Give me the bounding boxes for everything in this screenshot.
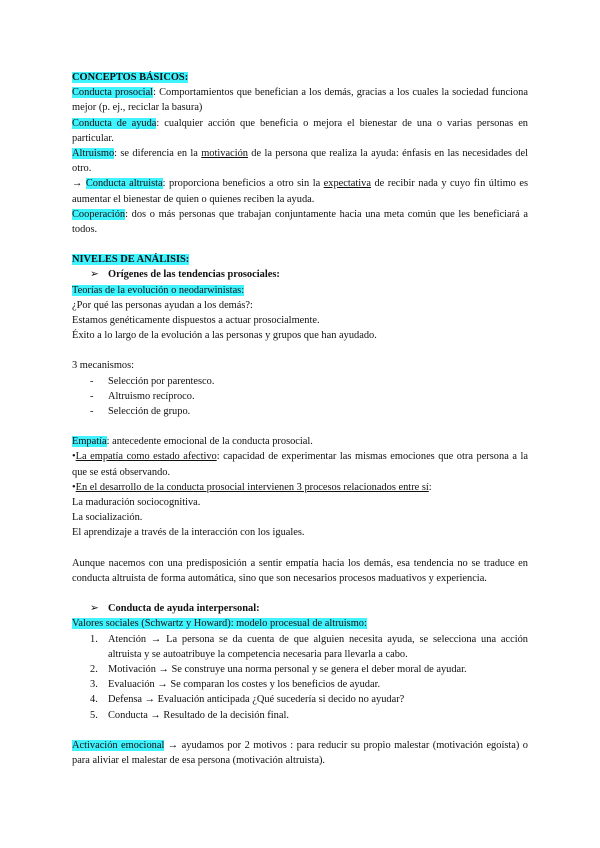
list-item: - Selección por parentesco.: [90, 374, 528, 389]
term-altruista: Conducta altruista: [85, 178, 163, 190]
arrowhead-bullet-icon: ➢: [90, 603, 99, 615]
proceso-item: La maduración sociocognitiva.: [72, 497, 201, 509]
term-ayuda: Conducta de ayuda: [72, 117, 157, 129]
list-item: 4. Defensa → Evaluación anticipada ¿Qué sucedería si decido no ayudar?: [90, 694, 405, 706]
list-item: - Altruismo recíproco.: [90, 389, 528, 404]
aunque-paragraph: Aunque nacemos con una predisposición a sentir empatía hacia los demás, esa tendencia no se traduce en conducta altruista de forma automática, sino que son necesarios procesos maduativos y experiencia.: [72, 557, 528, 584]
pasos-list: [72, 632, 528, 723]
list-item: - Selección de grupo.: [90, 404, 528, 419]
document-body: [72, 70, 528, 768]
definition-activacion: Activación emocional → ayudamos por 2 motivos : para reducir su propio malestar (motivación egoísta) o para aliviar el malestar de esa persona (motivación altruista).: [72, 739, 529, 766]
definition-ayuda: Conducta de ayuda: cualquier acción que beneficia o mejora el bienestar de una o varias personas en particular.: [72, 117, 528, 144]
term-activacion: Activación emocional: [72, 739, 165, 751]
definition-altruismo: Altruismo: se diferencia en la motivación de la persona que realiza la ayuda: énfasis en las necesidades del otro.: [72, 148, 529, 175]
proceso-item: El aprendizaje a través de la interacción con los iguales.: [72, 527, 305, 539]
mecanismos-title: 3 mecanismos:: [72, 360, 135, 372]
exito-text: Éxito a lo largo de la evolución a las personas y grupos que han ayudado.: [72, 330, 377, 342]
arrow-icon: →: [72, 178, 86, 190]
list-item: 1. Atención → La persona se da cuenta de que alguien necesita ayuda, se selecciona una acción altruista y se autoatribuye la competencia necesaria para llevarla a cabo.: [90, 633, 528, 660]
list-item: 5. Conducta → Resultado de la decisión final.: [90, 709, 289, 721]
proceso-item: La socialización.: [72, 512, 143, 524]
subheading-interpersonal: ➢ Conducta de ayuda interpersonal:: [72, 601, 528, 616]
pregunta-text: ¿Por qué las personas ayudan a los demás?:: [72, 299, 253, 311]
predispuestas-text: Estamos genéticamente dispuestos a actuar prosocialmente.: [72, 315, 320, 327]
term-altruismo: Altruismo: [72, 148, 115, 160]
definition-cooperacion: Cooperación: dos o más personas que trabajan conjuntamente hacia una meta común que les beneficiará a todos.: [72, 208, 528, 236]
mecanismos-list: [72, 374, 528, 420]
teorias-label: Teorías de la evolución o neodarwinistas:: [72, 284, 245, 296]
section-heading-conceptos: CONCEPTOS BÁSICOS:: [72, 72, 189, 83]
empatia-estado-afectivo: •La empatía como estado afectivo: capacidad de experimentar las mismas emociones que otra persona a la que se está observando.: [72, 451, 528, 478]
term-prosocial: Conducta prosocial: [72, 87, 154, 99]
list-item: 2. Motivación → Se construye una norma personal y se genera el deber moral de ayudar.: [90, 663, 467, 675]
definition-empatia: Empatía: antecedente emocional de la conducta prosocial.: [72, 436, 313, 448]
subheading-origenes: ➢ Orígenes de las tendencias prosociales:: [72, 267, 528, 282]
section-heading-niveles: NIVELES DE ANÁLISIS:: [72, 254, 190, 266]
term-empatia: Empatía: [72, 436, 107, 448]
term-cooperacion: Cooperación: [72, 208, 126, 220]
definition-altruista: → Conducta altruista: proporciona beneficios a otro sin la expectativa de recibir nada y cuyo fin último es aumentar el bienestar de quien o quienes reciben la ayuda.: [72, 178, 528, 205]
valores-label: Valores sociales (Schwartz y Howard): modelo procesual de altruismo:: [72, 618, 367, 630]
list-item: 3. Evaluación → Se comparan los costes y los beneficios de ayudar.: [90, 679, 381, 691]
desarrollo-procesos: •En el desarrollo de la conducta prosocial intervienen 3 procesos relacionados entre sí:: [72, 481, 432, 493]
definition-prosocial: Conducta prosocial: Comportamientos que benefician a los demás, gracias a los cuales la sociedad funciona mejor (p. ej., reciclar la basura): [72, 87, 528, 114]
arrowhead-bullet-icon: ➢: [90, 269, 99, 281]
